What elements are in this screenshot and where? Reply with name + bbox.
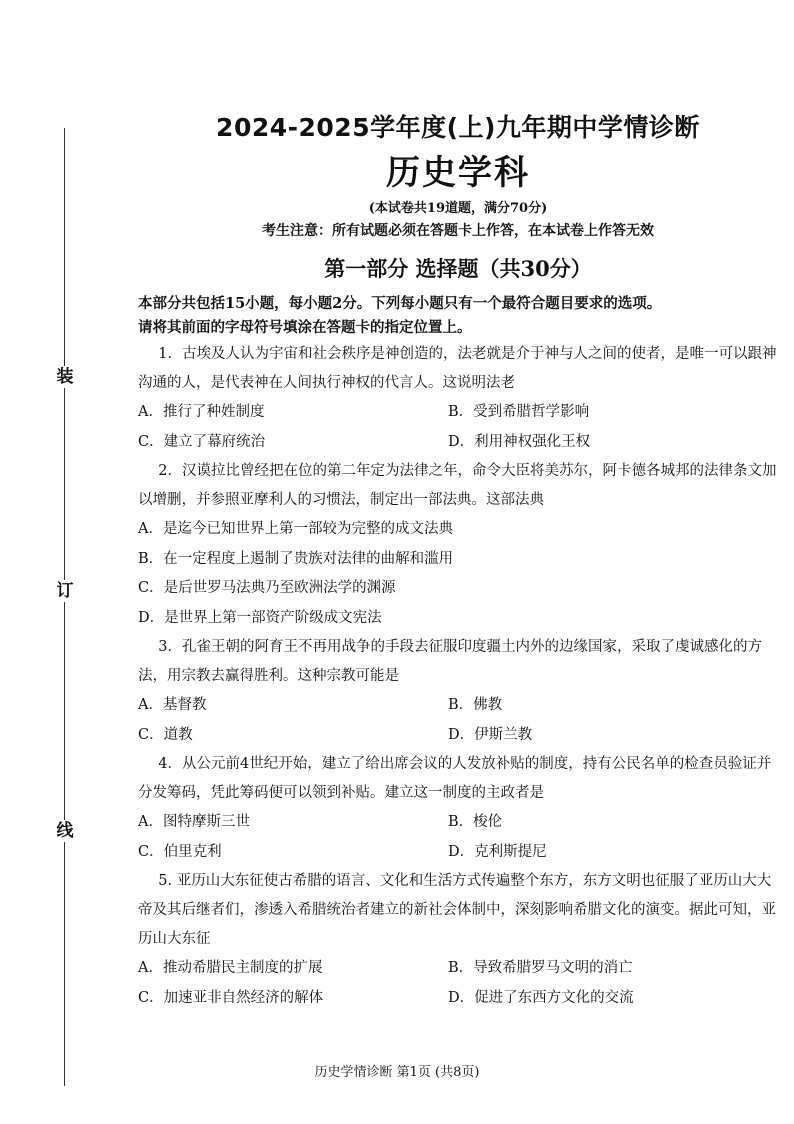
option-c: C．建立了幕府统治 (138, 433, 266, 450)
part-instruction-1: 本部分共包括15小题，每小题2分。下列每小题只有一个最符合题目要求的选项。 (138, 295, 662, 312)
option-c: C．道教 (138, 726, 193, 743)
binding-char-ding: 订 (54, 580, 76, 602)
option-list (138, 691, 778, 750)
binding-char-zhuang: 装 (54, 366, 76, 388)
question-4 (138, 750, 778, 867)
page-footer: 历史学情诊断 第1页 (共8页) (314, 1065, 480, 1080)
binding-line (64, 128, 65, 1086)
exam-title: 2024-2025学年度(上)九年期中学情诊断 (216, 113, 700, 142)
question-2 (138, 457, 778, 633)
option-b: B．受到希腊哲学影响 (448, 404, 590, 420)
option-c: C．加速亚非自然经济的解体 (138, 989, 324, 1006)
exam-note: (本试卷共19道题，满分70分) (368, 201, 548, 216)
option-list (138, 808, 778, 867)
option-a: A．推行了种姓制度 (138, 404, 265, 420)
exam-page (138, 110, 778, 1013)
option-d: D．促进了东西方文化的交流 (448, 989, 634, 1006)
part-instruction-2: 请将其前面的字母符号填涂在答题卡的指定位置上。 (138, 319, 472, 336)
option-b: B．佛教 (448, 697, 503, 713)
option-d: D．是世界上第一部资产阶级成文宪法 (138, 609, 382, 626)
option-d: D．伊斯兰教 (448, 726, 533, 743)
option-list (138, 398, 778, 457)
option-b: B．在一定程度上遏制了贵族对法律的曲解和滥用 (138, 550, 454, 567)
subject-title: 历史学科 (386, 153, 530, 193)
question-3 (138, 633, 778, 750)
option-c: C．伯里克利 (138, 843, 222, 860)
binding-char-xian: 线 (54, 820, 76, 842)
option-list (138, 954, 778, 1013)
option-d: D．克利斯提尼 (448, 843, 547, 860)
question-1 (138, 340, 778, 457)
option-c: C．是后世罗马法典乃至欧洲法学的渊源 (138, 580, 396, 596)
option-a: A．是迄今已知世界上第一部较为完整的成文法典 (138, 521, 453, 537)
question-stem: 3．孔雀王朝的阿育王不再用战争的手段去征服印度疆土内外的边缘国家，采取了虔诚感化的方法，用宗教去赢得胜利。这种宗教可能是 (138, 639, 763, 684)
option-list (138, 515, 778, 633)
question-stem: 1．古埃及人认为宇宙和社会秩序是神创造的，法老就是介于神与人之间的使者，是唯一可以跟神沟通的人，是代表神在人间执行神权的代言人。这说明法老 (138, 346, 777, 391)
question-list (138, 340, 778, 1013)
question-stem: 2．汉谟拉比曾经把在位的第二年定为法律之年，命令大臣将美苏尔，阿卡德各城邦的法律条文加以增删，并参照亚摩利人的习惯法，制定出一部法典。这部法典 (138, 463, 777, 508)
option-a: A．图特摩斯三世 (138, 814, 250, 830)
option-a: A．基督教 (138, 697, 207, 713)
part-title: 第一部分 选择题（共30分） (324, 256, 592, 281)
option-b: B．梭伦 (448, 814, 503, 830)
exam-notice: 考生注意：所有试题必须在答题卡上作答，在本试卷上作答无效 (262, 223, 654, 239)
question-stem: 4．从公元前4世纪开始，建立了给出席会议的人发放补贴的制度，持有公民名单的检查员验证并分发筹码，凭此筹码便可以领到补贴。建立这一制度的主政者是 (138, 756, 772, 801)
option-b: B．导致希腊罗马文明的消亡 (448, 960, 633, 976)
question-stem: 5. 亚历山大东征使古希腊的语言、文化和生活方式传遍整个东方，东方文明也征服了亚历山大大帝及其后继者们，渗透入希腊统治者建立的新社会体制中，深刻影响希腊文化的演变。据此可知，亚历山大东征 (138, 873, 776, 947)
question-5 (138, 867, 778, 1013)
option-a: A．推动希腊民主制度的扩展 (138, 960, 323, 976)
option-d: D．利用神权强化王权 (448, 433, 591, 450)
